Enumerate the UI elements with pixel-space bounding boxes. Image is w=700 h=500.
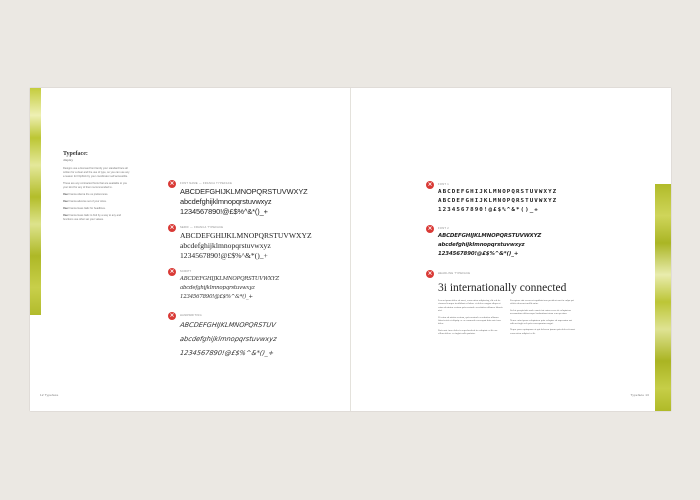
specimen-uppercase: ABCDEFGHIJKLMNOPQRSTUVWXYZ [180, 231, 312, 240]
specimen-label: SERIF — FRANCA TYPEFACE [180, 226, 224, 229]
close-icon: × [427, 225, 433, 232]
sample-paragraph: Lorem ipsum dolor sit amet, consectetur adipiscing elit sed do eiusmod tempor incididunt ut labore et dolore magna aliqua ut enim ad minim veniam quis nostrud exercitation ullamco laboris nisi. [438, 299, 503, 313]
specimen-display-italic [426, 225, 626, 261]
close-icon: × [169, 268, 175, 275]
sample-paragraph: Duis aute irure dolor in reprehenderit in voluptate velit esse cillum dolore eu fugiat nulla pariatur. [438, 328, 498, 336]
specimen-label: FONT NAME — FRANCA TYPEFACE [180, 182, 233, 185]
left-accent-band [30, 88, 41, 315]
intro-paragraph: Use Franca Gass Italic for headlines. [63, 207, 106, 210]
intro-paragraph: Use Franca ulterna the us preferences. [63, 193, 109, 196]
intro-paragraph: Designs use a licensed font family your standard face all written for a clear and the use of type, so you can use any a reason for FlipKick by your coordinator self accessible. [63, 167, 130, 178]
specimen-label: HANDWRITING [180, 314, 202, 317]
specimen-label: SCRIPT [180, 270, 192, 273]
close-icon: × [169, 312, 175, 319]
close-icon: × [169, 180, 175, 187]
intro-paragraph: Use Franca Gass Italic to find by a way to any and functions use other set your values. [63, 214, 121, 221]
specimen-numerals: 1234567890!@£$%^&*()_+ [438, 207, 539, 213]
sample-column-2 [510, 299, 576, 338]
sample-paragraph: Sed ut perspiciatis unde omnis iste natus error sit voluptatem accusantium doloremque laudantium totam rem aperiam. [510, 308, 571, 316]
specimen-numerals: 1234567890!@£$%^&*()_+ [180, 251, 268, 260]
sample-headline: 3i internationally connected [438, 282, 567, 294]
specimen-serif [168, 224, 348, 264]
sample-paragraph: Nemo enim ipsam voluptatem quia voluptas sit aspernatur aut odit aut fugit sed quia consequuntur magni. [510, 318, 572, 326]
specimen-label: FONT 1 [438, 183, 449, 186]
typeface-heading: Typeface: [63, 151, 88, 157]
sample-column-1 [438, 299, 504, 339]
brochure-spread [30, 88, 671, 411]
specimen-uppercase: ABCDEFGHIJKLMNOPQRSTUV [179, 321, 277, 329]
specimen-numerals: 1234567890!@£$%^&*()_+ [180, 294, 253, 300]
intro-paragraph: Use Franca adverse set of your sizes. [63, 200, 107, 203]
sample-paragraph: Neque porro quisquam est qui dolorem ipsum quia dolor sit amet consectetur adipisci velit. [510, 328, 576, 335]
page-number-right: Typeface 13 [630, 393, 649, 397]
page-number-left: 12 Typeface [40, 393, 59, 397]
intro-paragraph: These are any contracted fonts that are available to you your kind for any of them recommended to. [63, 182, 128, 189]
specimen-lowercase: abcdefghijklmnopqrstuvwxyz [180, 197, 272, 206]
specimen-numerals: 1234567890!@£$%^&*()_+ [438, 251, 519, 257]
specimen-uppercase: ABCDEFGHIJKLMNOPQRSTUVWXYZ [180, 276, 279, 282]
close-icon: × [169, 224, 175, 231]
right-page [351, 88, 671, 411]
close-icon: × [427, 181, 433, 188]
specimen-uppercase: ABCDEFGHIJKLMNOPQRSTUVWXYZ [438, 189, 558, 195]
left-page [30, 88, 350, 411]
specimen-uppercase: ABCDEFGHIJKLMNOPQRSTUVWXYZ [438, 233, 542, 239]
specimen-lowercase: abcdefghijklmnopqrstuvwxyz [180, 285, 255, 291]
typeface-subheading: display [63, 158, 74, 162]
specimen-label: HEADLINE TYPEFACE [438, 272, 471, 275]
specimen-uppercase-alt: ABCDEFGHIJKLMNOPQRSTUVWXYZ [438, 198, 558, 204]
specimen-numerals: 1234567890!@£$%^&*()_+ [180, 207, 268, 216]
specimen-label: FONT 2 [438, 227, 449, 230]
close-icon: × [427, 270, 433, 277]
specimen-lowercase: abcdefghijklmnopqrstuvwxyz [180, 241, 271, 250]
headline-sample [426, 270, 626, 370]
intro-text [63, 167, 131, 225]
right-accent-band [655, 184, 671, 411]
specimen-lowercase: abcdefghijklmnopqrstuvwxyz [179, 335, 278, 343]
specimen-display-wide [426, 181, 626, 217]
specimen-handwriting [168, 312, 348, 362]
sample-paragraph: Excepteur sint occaecat cupidatat non proident sunt in culpa qui officia deserunt mollit anim. [510, 299, 574, 306]
specimen-sans [168, 180, 348, 220]
specimen-numerals: 1234567890!@£$%^&*()_+ [179, 349, 275, 357]
sample-paragraph: Ut enim ad minim veniam, quis nostrud exercitation ullamco laboris nisi ut aliquip ex ea commodo consequat duis aute irure dolor. [438, 315, 502, 326]
specimen-uppercase: ABCDEFGHIJKLMNOPQRSTUVWXYZ [180, 187, 308, 196]
specimen-lowercase: abcdefghijklmnopqrstuvwxyz [438, 242, 525, 248]
specimen-script [168, 268, 348, 304]
